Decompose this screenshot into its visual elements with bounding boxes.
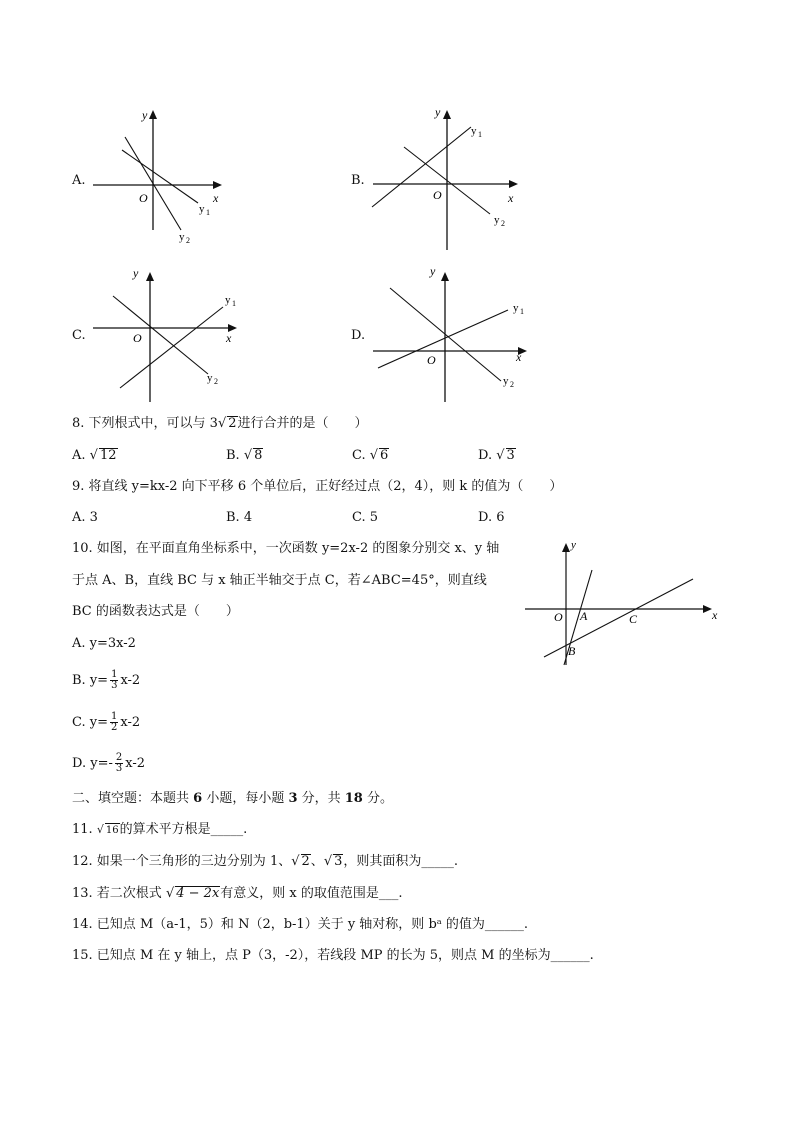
radicand: 2	[301, 854, 310, 869]
heading-text: 二、填空题：本题共	[72, 791, 194, 806]
q10-option-b	[72, 670, 140, 691]
q9-option-c: C. 5	[352, 510, 379, 525]
radicand: 3	[334, 854, 343, 869]
q8-option-a: A. √ 12	[72, 448, 117, 463]
y-axis-label: y	[142, 108, 148, 122]
y2-subscript: 2	[510, 380, 514, 389]
y2-label: y	[503, 375, 509, 387]
question-text: 有意义，则 x 的取值范围是___.	[220, 886, 403, 901]
option-tail: x-2	[125, 756, 146, 771]
fraction	[110, 670, 118, 691]
y-axis-label: y	[435, 105, 441, 119]
y-axis-label: y	[571, 539, 576, 551]
q8-radicand: 2	[228, 416, 237, 431]
heading-text: 小题，每小题	[202, 791, 289, 806]
fraction	[115, 753, 123, 774]
denominator: 2	[111, 722, 118, 733]
radicand: 3	[506, 448, 515, 463]
y1-subscript: 1	[206, 208, 210, 217]
q11	[72, 822, 247, 838]
sqrt-symbol: √	[217, 416, 227, 431]
q13: 13. 若二次根式 √ 4 − 2x有意义，则 x 的取值范围是___.	[72, 886, 403, 901]
question-text: 13. 若二次根式	[72, 886, 166, 901]
option-label: B. y=	[72, 673, 109, 688]
graph-b	[368, 100, 528, 255]
q10-option-c	[72, 712, 140, 733]
q9-option-a: A. 3	[72, 510, 98, 525]
q10-option-a: A. y=3x-2	[72, 636, 136, 651]
question-text: 12. 如果一个三角形的三边分别为 1、	[72, 854, 292, 869]
y1-label: y	[471, 125, 477, 137]
q12: 12. 如果一个三角形的三边分别为 1、√ 2、√ 3，则其面积为_____.	[72, 854, 459, 869]
graph-a	[88, 100, 238, 250]
y2-subscript: 2	[186, 236, 190, 245]
option-label: C.	[352, 448, 366, 463]
option-label: B.	[226, 448, 240, 463]
point-a-label: A	[580, 609, 588, 623]
x-axis-label: x	[516, 350, 522, 364]
heading-text: 分，共	[297, 791, 345, 806]
y1-subscript: 1	[232, 299, 236, 308]
option-label: D.	[478, 448, 493, 463]
numerator: 2	[115, 752, 123, 763]
heading-number: 18	[344, 791, 363, 806]
heading-number: 6	[193, 791, 203, 806]
heading-text: 分。	[362, 791, 393, 806]
heading-number: 3	[288, 791, 298, 806]
fraction	[110, 712, 118, 733]
option-b-label: B.	[351, 173, 365, 188]
radicand: 4 − 2x	[176, 886, 220, 901]
option-label: C. y=	[72, 715, 108, 730]
q9-stem: 9. 将直线 y=kx-2 向下平移 6 个单位后，正好经过点（2，4），则 k 的值为（ ）	[72, 479, 563, 494]
origin-label: O	[554, 610, 563, 624]
radicand: 12	[99, 448, 117, 463]
y1-label: y	[513, 302, 519, 314]
q8-option-c: C. √ 6	[352, 448, 389, 463]
q10-figure	[520, 533, 730, 673]
numerator: 1	[111, 669, 118, 680]
denominator: 3	[111, 680, 118, 691]
option-tail: x-2	[120, 673, 141, 688]
line-y1	[372, 127, 471, 207]
graph-c	[88, 262, 248, 407]
origin-label: O	[427, 353, 436, 367]
radicand: 16	[105, 825, 119, 836]
y2-label: y	[207, 372, 213, 384]
option-a-label: A.	[72, 173, 86, 188]
q10-line2: 于点 A、B，直线 BC 与 x 轴正半轴交于点 C，若∠ABC=45°，则直线	[72, 573, 487, 588]
q9-option-b: B. 4	[226, 510, 253, 525]
q8-stem-text: 8. 下列根式中，可以与 3	[72, 416, 218, 431]
denominator: 3	[115, 763, 123, 774]
question-number: 11.	[72, 822, 97, 837]
x-axis-label: x	[712, 608, 718, 622]
option-label: D. y=-	[72, 756, 113, 771]
radicand: 8	[254, 448, 263, 463]
origin-label: O	[433, 188, 442, 202]
y1-subscript: 1	[520, 307, 524, 316]
numerator: 1	[111, 711, 118, 722]
y1-label: y	[199, 203, 205, 215]
question-text: 的算术平方根是_____.	[119, 822, 248, 837]
q9-option-d: D. 6	[478, 510, 505, 525]
radicand: 6	[380, 448, 389, 463]
q15: 15. 已知点 M 在 y 轴上，点 P（3，-2），若线段 MP 的长为 5，则点 M 的坐标为______.	[72, 948, 594, 963]
y2-label: y	[179, 231, 185, 243]
question-text: ，则其面积为_____.	[343, 854, 459, 869]
q8-option-d: D. √ 3	[478, 448, 515, 463]
y-axis-label: y	[133, 266, 139, 280]
q10-option-d	[72, 753, 145, 774]
q10-line3: BC 的函数表达式是（ ）	[72, 604, 239, 619]
y2-label: y	[494, 214, 500, 226]
option-tail: x-2	[120, 715, 141, 730]
section-2-heading	[72, 791, 393, 807]
q8-stem	[72, 416, 368, 432]
point-b-label: B	[568, 644, 576, 658]
x-axis-label: x	[213, 191, 219, 205]
y2-subscript: 2	[501, 219, 505, 228]
q8-stem-tail: 进行合并的是（ ）	[237, 416, 368, 431]
option-c-label: C.	[72, 328, 86, 343]
y2-subscript: 2	[214, 377, 218, 386]
origin-label: O	[133, 331, 142, 345]
y1-subscript: 1	[478, 130, 482, 139]
y1-label: y	[225, 294, 231, 306]
sqrt-symbol: √	[96, 823, 104, 836]
graph-d	[368, 262, 538, 407]
x-axis-label: x	[226, 331, 232, 345]
x-axis-label: x	[508, 191, 514, 205]
y-axis-label: y	[430, 264, 436, 278]
q14: 14. 已知点 M（a-1，5）和 N（2，b-1）关于 y 轴对称，则 bᵃ 的值为______.	[72, 917, 529, 932]
origin-label: O	[139, 191, 148, 205]
q8-option-b: B. √ 8	[226, 448, 263, 463]
line-y1	[378, 310, 508, 368]
line-y2	[113, 296, 208, 374]
option-d-label: D.	[351, 328, 366, 343]
separator: 、	[310, 854, 324, 869]
q10-line1: 10. 如图，在平面直角坐标系中，一次函数 y=2x-2 的图象分别交 x、y 轴	[72, 541, 500, 556]
option-label: A.	[72, 448, 86, 463]
point-c-label: C	[629, 612, 638, 626]
